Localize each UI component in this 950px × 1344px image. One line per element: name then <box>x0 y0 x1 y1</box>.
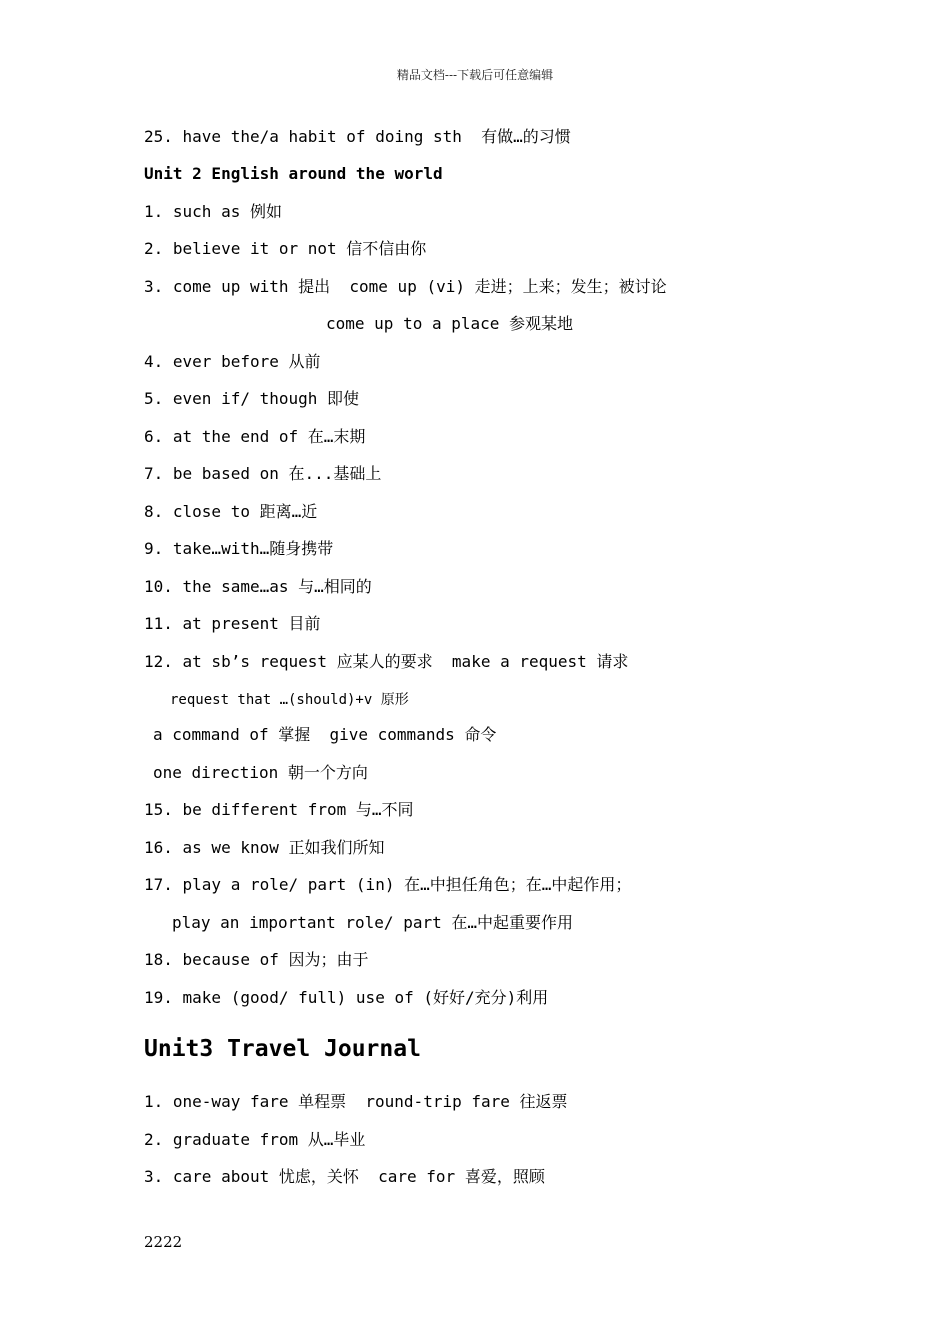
vocab-line-4: 4. ever before 从前 <box>144 352 321 371</box>
page-header: 精品文档---下载后可任意编辑 <box>396 68 554 82</box>
unit3-line-2: 2. graduate from 从…毕业 <box>144 1130 366 1149</box>
unit3-line-1: 1. one-way fare 单程票 round-trip fare 往返票 <box>144 1092 568 1111</box>
vocab-line-12-sub: request that …(should)+v 原形 <box>170 692 409 708</box>
vocab-line-9: 9. take…with…随身携带 <box>144 539 334 558</box>
vocab-line-17: 17. play a role/ part (in) 在…中担任角色；在…中起作用； <box>144 875 632 894</box>
vocab-line-1: 1. such as 例如 <box>144 202 282 221</box>
vocab-line-13: a command of 掌握 give commands 命令 <box>153 725 497 744</box>
vocab-line-19: 19. make (good/ full) use of (好好/充分)利用 <box>144 988 549 1007</box>
vocab-line-25: 25. have the/a habit of doing sth 有做…的习惯 <box>144 127 571 146</box>
vocab-line-3: 3. come up with 提出 come up (vi) 走进；上来；发生；被讨论 <box>144 277 667 296</box>
vocab-line-16: 16. as we know 正如我们所知 <box>144 838 385 857</box>
vocab-line-11: 11. at present 目前 <box>144 614 321 633</box>
vocab-line-6: 6. at the end of 在…末期 <box>144 427 366 446</box>
vocab-line-15: 15. be different from 与…不同 <box>144 800 414 819</box>
vocab-line-10: 10. the same…as 与…相同的 <box>144 577 372 596</box>
vocab-line-7: 7. be based on 在...基础上 <box>144 464 382 483</box>
vocab-line-8: 8. close to 距离…近 <box>144 502 318 521</box>
vocab-line-5: 5. even if/ though 即使 <box>144 389 360 408</box>
vocab-line-18: 18. because of 因为；由于 <box>144 950 369 969</box>
unit3-heading: Unit3 Travel Journal <box>144 1036 421 1062</box>
vocab-line-3-sub: come up to a place 参观某地 <box>326 314 574 333</box>
vocab-line-12: 12. at sb’s request 应某人的要求 make a request 请求 <box>144 652 629 671</box>
unit2-heading: Unit 2 English around the world <box>144 164 443 183</box>
vocab-line-2: 2. believe it or not 信不信由你 <box>144 239 427 258</box>
page-number: 2222 <box>144 1233 183 1251</box>
vocab-line-14: one direction 朝一个方向 <box>153 763 368 782</box>
unit3-line-3: 3. care about 忧虑，关怀 care for 喜爱，照顾 <box>144 1167 545 1186</box>
vocab-line-17-sub: play an important role/ part 在…中起重要作用 <box>172 913 573 932</box>
